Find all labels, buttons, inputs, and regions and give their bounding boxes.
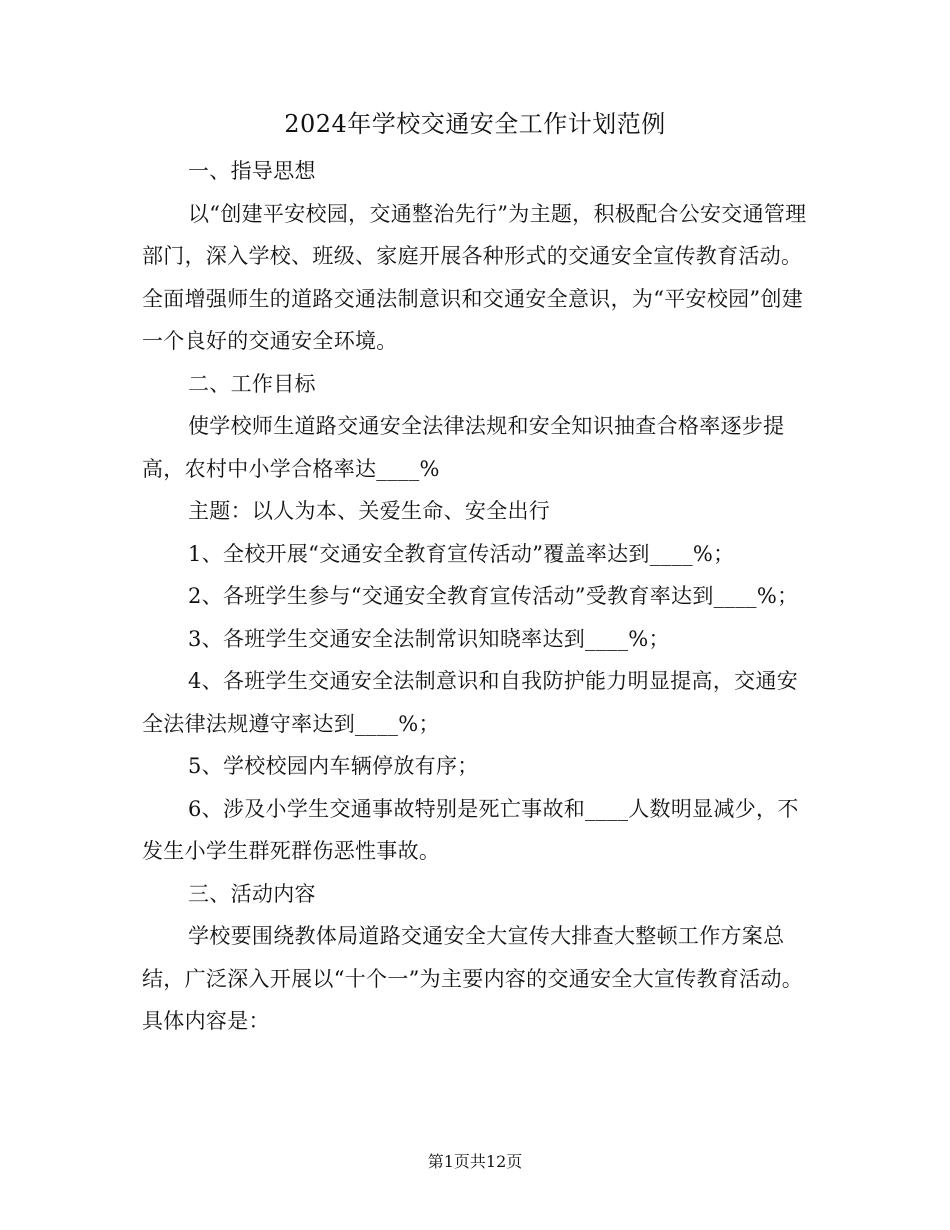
goal-item-2: 2、各班学生参与“交通安全教育宣传活动”受教育率达到____%；	[188, 584, 799, 608]
goal-item-3: 3、各班学生交通安全法制常识知晓率达到____%；	[188, 626, 670, 651]
section-heading-work-goals: 二、工作目标	[188, 371, 316, 396]
paragraph-activity-content: 学校要围绕教体局道路交通安全大宣传大排查大整顿工作方案总结，广泛深入开展以“十个一”为主要内容的交通安全大宣传教育活动。具体内容是：	[142, 924, 804, 1033]
document-body	[142, 150, 812, 1043]
section-heading-activity-content: 三、活动内容	[188, 881, 316, 906]
goal-item-6: 6、涉及小学生交通事故特别是死亡事故和____人数明显减少，不发生小学生群死群伤恶性事故。	[142, 796, 799, 863]
goal-item-4: 4、各班学生交通安全法制意识和自我防护能力明显提高，交通安全法律法规遵守率达到____%；	[142, 669, 799, 736]
paragraph-guiding-ideology: 以“创建平安校园，交通整治先行”为主题，积极配合公安交通管理部门，深入学校、班级、家庭开展各种形式的交通安全宣传教育活动。全面增强师生的道路交通法制意识和交通安全意识，为“平安校园”创建一个良好的交通安全环境。	[142, 201, 807, 353]
section-heading-guiding-ideology: 一、指导思想	[188, 159, 316, 183]
goal-item-5: 5、学校校园内车辆停放有序；	[188, 754, 479, 778]
paragraph-pass-rate: 使学校师生道路交通安全法律法规和安全知识抽查合格率逐步提高，农村中小学合格率达____%	[142, 414, 785, 481]
document-title: 2024年学校交通安全工作计划范例	[284, 110, 666, 138]
paragraph-theme: 主题：以人为本、关爱生命、安全出行	[188, 499, 551, 523]
goal-item-1: 1、全校开展“交通安全教育宣传活动”覆盖率达到____%；	[188, 541, 735, 566]
page-footer: 第1页共12页	[427, 1152, 523, 1171]
